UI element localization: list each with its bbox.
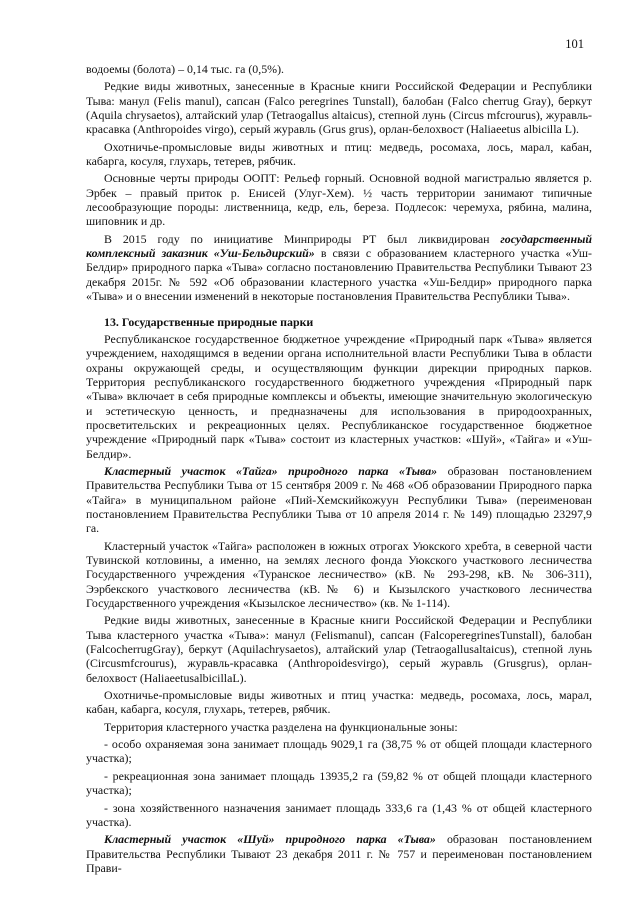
paragraph <box>86 232 592 304</box>
paragraph <box>86 613 592 685</box>
section-gap <box>86 307 592 315</box>
emphasized-text: Кластерный участок «Тайга» природного парка «Тыва» <box>104 463 438 478</box>
paragraph <box>86 769 592 798</box>
text-run: Редкие виды животных, занесенные в Красные книги Российской Федерации и Республики Тыва кластерного участка «Тыва»: манул (Felismanul), сапсан (FalcoperegrinesTunstall), балобан (FalcocherrugGray), беркут (Aquilachrysaetos), алтайский улар (Tetraogallusaltaicus), степной лунь (Circusmfcrourus), журавль-красавка (Anthropoidesvirgo), серый журавль (Grusgrus), орлан-белохвост (HaliaeetusalbicillaL). <box>86 613 592 685</box>
emphasized-text: государственный комплексный заказник «Уш-Бельдирский» <box>86 231 592 261</box>
paragraph <box>86 801 592 830</box>
text-run: 13. Государственные природные парки <box>104 314 314 329</box>
paragraph <box>86 79 592 136</box>
paragraph <box>86 737 592 766</box>
text-run: образован постановлением Правительства Республики Тывают 23 декабря 2011 г. № 757 и переименован постановлением Прави- <box>86 832 592 875</box>
paragraph <box>86 688 592 717</box>
paragraph <box>86 140 592 169</box>
emphasized-text: Кластерный участок «Шуй» природного парка «Тыва» <box>104 832 436 847</box>
page-number: 101 <box>565 37 584 51</box>
text-run: Территория кластерного участка разделена на функциональные зоны: <box>104 719 458 734</box>
text-run: Кластерный участок «Тайга» расположен в южных отрогах Уюкского хребта, в северной части Тувинской котловины, а именно, на землях лесного фонда Уюкского участкового лесничества Государственного учреждения «Туранское лесничество» (кВ. № 293-298, кВ. № 306-311), Ээрбекского участкового лесничества (кВ.№ 6) и Кызылского участкового лесничества Государственного учреждения «Кызылское лесничество» (кв. № 1-114). <box>86 538 592 611</box>
paragraph <box>86 171 592 228</box>
paragraph <box>86 539 592 611</box>
paragraph <box>86 464 592 536</box>
text-run: в связи с образованием кластерного участка «Уш-Белдир» природного парка «Тыва» согласно постановлению Правительства Республики Тывают 23 декабря 2015г. № 592 «Об образовании кластерного участка «Уш-Белдир» природного парка «Тыва» и о внесении изменений в некоторые постановления Правительства Республики Тыва». <box>86 246 592 304</box>
paragraph <box>86 62 592 76</box>
document-body <box>86 62 592 878</box>
paragraph <box>86 720 592 734</box>
text-run: Республиканское государственное бюджетное учреждение «Природный парк «Тыва» является учреждением, находящимся в ведении органа исполнительной власти Республики Тыва в области охраны окружающей среды, и осуществляющим функции дирекции природных парков. Территория республиканского государственного бюджетного учреждения «Природный парк «Тыва» включает в себя природные комплексы и объекты, имеющие значительную экологическую и эстетическую ценность, и предназначены для использования в природоохранных, просветительских и рекреационных целях. Республиканское государственное бюджетное учреждение «Природный парк «Тыва» состоит из кластерных участков: «Шуй», «Тайга» и «Уш-Белдир». <box>86 331 592 461</box>
text-run: образован постановлением Правительства Республики Тыва от 15 сентября 2009 г. № 468 «Об образовании Природного парка «Тайга» в муниципальном районе «Пий-Хемскийкожуун Республики Тыва» (переименован постановлением Правительства Республики Тыва от 10 апреля 2014 г. № 149) площадью 23297,9 га. <box>86 463 592 536</box>
paragraph <box>86 832 592 875</box>
text-run: - особо охраняемая зона занимает площадь 9029,1 га (38,75 % от общей площади кластерного участка); <box>86 737 592 766</box>
text-run: Основные черты природы ООПТ: Рельеф горный. Основной водной магистралью является р. Эрбек – правый приток р. Енисей (Улуг-Хем). ½ часть территории занимают типичные лесообразующие породы: лиственница, кедр, ель, береза. Подлесок: черемуха, рябина, малина, шиповник и др. <box>86 171 592 229</box>
text-run: Охотничье-промысловые виды животных и птиц участка: медведь, росомаха, лось, марал, кабан, кабарга, косуля, глухарь, тетерев, рябчик. <box>86 688 592 717</box>
text-run: Охотничье-промысловые виды животных и птиц: медведь, росомаха, лось, марал, кабан, кабарга, косуля, глухарь, тетерев, рябчик. <box>86 139 592 169</box>
text-run: водоемы (болота) – 0,14 тыс. га (0,5%). <box>86 62 285 76</box>
text-run: Редкие виды животных, занесенные в Красные книги Российской Федерации и Республики Тыва: манул (Felis manul), сапсан (Falco peregrines Tunstall), балобан (Falco cherrug Gray), беркут (Aquila chrysaetos), алтайский улар (Tetraogallus altaicus), степной лунь (Circus mfcrourus), журавль-красавка (Anthropoides virgo), серый журавль (Grus grus), орлан-белохвост (Haliaeetus albicilla L). <box>86 79 592 137</box>
section-heading <box>86 315 592 329</box>
text-run: В 2015 году по инициативе Минприроды РТ был ликвидирован <box>104 231 501 246</box>
paragraph <box>86 332 592 461</box>
text-run: - зона хозяйственного назначения занимает площадь 333,6 га (1,43 % от общей кластерного участка). <box>86 800 592 829</box>
text-run: - рекреационная зона занимает площадь 13935,2 га (59,82 % от общей площади кластерного участка); <box>86 768 592 798</box>
